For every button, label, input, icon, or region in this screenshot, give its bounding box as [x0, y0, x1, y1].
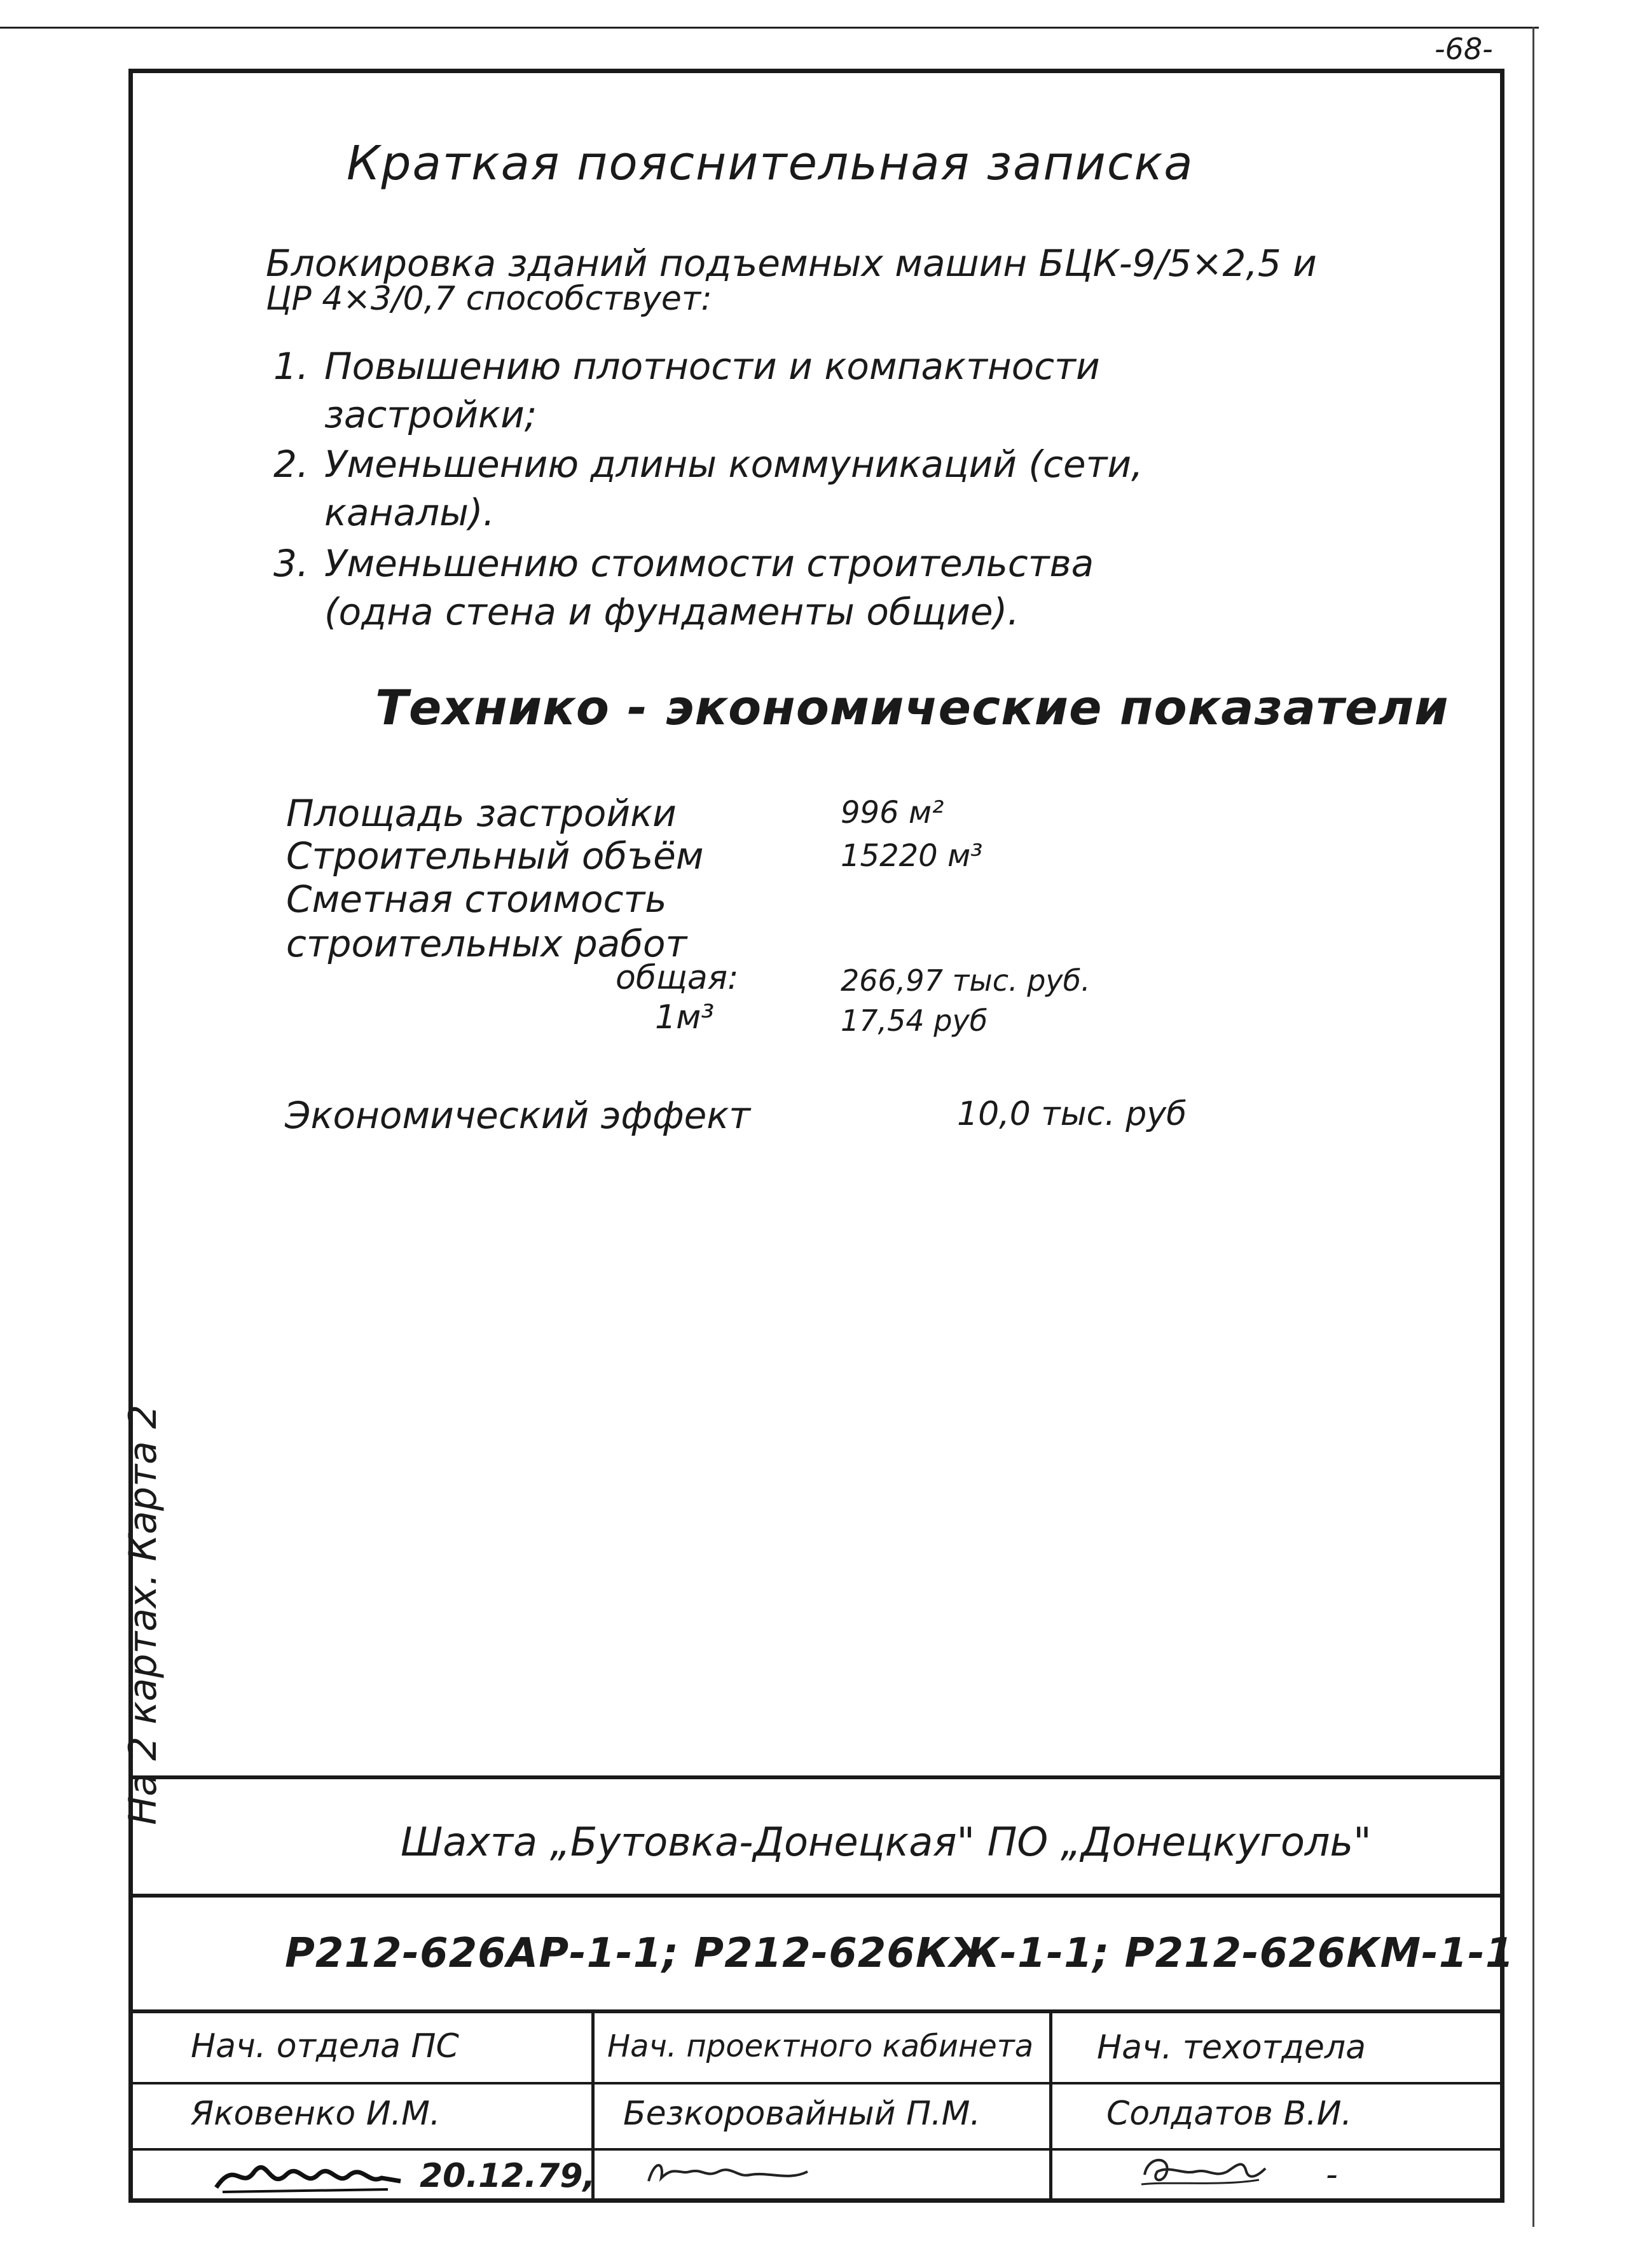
total-value: 266,97 тыс. руб. [841, 963, 1091, 998]
cost-label-1: Сметная стоимость [286, 878, 667, 921]
list-item-number: 1. [273, 345, 309, 388]
total-label: общая: [616, 959, 739, 997]
list-item-text: Повышению плотности и компактности [324, 345, 1100, 388]
col2-title: Нач. проектного кабинета [607, 2029, 1034, 2064]
right-rule [1532, 27, 1534, 2227]
sheet-side-note: На 2 картах. Карта 2 [121, 1404, 165, 1825]
per-m3-value: 17,54 руб [841, 1003, 988, 1038]
signature-date: 20.12.79, [420, 2157, 596, 2195]
list-item-continuation: каналы). [324, 491, 495, 534]
page-title: Краткая пояснительная записка [347, 136, 1194, 191]
organization-name: Шахта „Бутовка-Донецкая" ПО „Донецкуголь" [401, 1819, 1372, 1865]
list-item-text: Уменьшению стоимости строительства [324, 542, 1094, 585]
document-codes: Р212-626АР-1-1; Р212-626КЖ-1-1; Р212-626КМ-1-1 [285, 1930, 1515, 1977]
effect-value: 10,0 тыс. руб [957, 1095, 1187, 1133]
col2-name: Безкоровайный П.М. [623, 2095, 981, 2133]
volume-label: Строительный объём [286, 834, 704, 878]
title-block-line [128, 2082, 1504, 2084]
col3-name: Солдатов В.И. [1106, 2095, 1353, 2133]
per-m3-label: 1м³ [655, 998, 715, 1037]
list-item-continuation: (одна стена и фундаменты общие). [324, 590, 1019, 633]
effect-label: Экономический эффект [285, 1094, 751, 1137]
list-item-number: 3. [273, 542, 309, 585]
col1-title: Нач. отдела ПС [191, 2027, 459, 2065]
cost-label-2: строительных работ [286, 922, 687, 965]
col3-title: Нач. техотдела [1097, 2029, 1366, 2067]
section-title: Технико - экономические показатели [375, 679, 1449, 736]
title-block-line [128, 2009, 1504, 2013]
page-number: -68- [1435, 32, 1493, 66]
list-item [273, 342, 1386, 439]
signature-bezkorovainy [642, 2153, 833, 2197]
signature-yakovenko [210, 2153, 413, 2200]
intro-line-1: Блокировка зданий подъемных машин БЦК-9/5×2,5 и [266, 242, 1317, 285]
top-rule [0, 27, 1539, 29]
list-item-text: Уменьшению длины коммуникаций (сети, [324, 443, 1143, 486]
signature-dash: - [1326, 2156, 1338, 2194]
list-item [273, 539, 1386, 636]
list-item-number: 2. [273, 443, 309, 486]
intro-line-2: ЦР 4×3/0,7 способствует: [266, 280, 712, 318]
area-label: Площадь застройки [286, 792, 677, 835]
col1-name: Яковенко И.М. [191, 2095, 441, 2133]
volume-value: 15220 м³ [841, 838, 983, 874]
title-block-divider [1049, 2009, 1052, 2200]
list-item-continuation: застройки; [324, 393, 537, 436]
title-block-top-line [128, 1775, 1504, 1779]
list-item [273, 440, 1386, 537]
area-value: 996 м² [841, 795, 944, 830]
title-block-line [128, 1894, 1504, 1898]
signature-soldatov [1132, 2149, 1323, 2194]
